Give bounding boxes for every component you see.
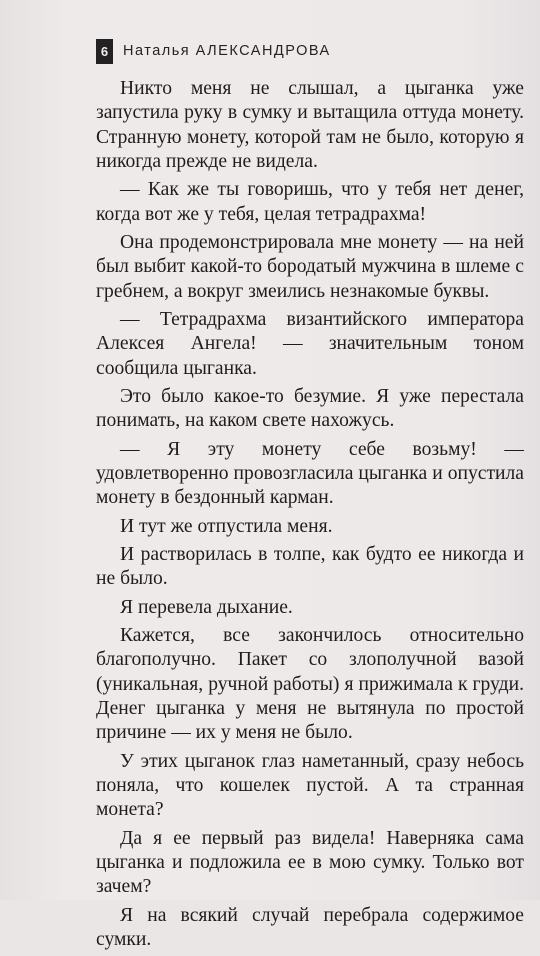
page-number: 6 — [96, 39, 113, 64]
paragraph: И растворилась в толпе, как будто ее никогда и не было. — [96, 543, 524, 590]
paragraph: Я на всякий случай перебрала содержимое сумки. — [96, 904, 524, 950]
paragraph: Она продемонстрировала мне монету — на ней был выбит какой-то бородатый мужчина в шлеме с гребнем, а вокруг змеились незнакомые буквы. — [96, 232, 524, 302]
paragraph: — Тетрадрахма византийского императора Алексея Ангела! — значительным тоном сообщила цыганка. — [96, 309, 524, 379]
running-head: Наталья АЛЕКСАНДРОВА — [123, 43, 331, 59]
paragraph: Никто меня не слышал, а цыганка уже запустила руку в сумку и вытащила оттуда монету. Странную монету, которой там не было, которую я никогда прежде не видела. — [96, 78, 524, 173]
paragraph: У этих цыганок глаз наметанный, сразу небось поняла, что кошелек пустой. А та странная монета? — [96, 750, 524, 821]
paragraph: Это было какое-то безумие. Я уже перестала понимать, на каком свете нахожусь. — [96, 386, 524, 432]
paragraph: Я перевела дыхание. — [120, 596, 293, 618]
body-text — [96, 77, 524, 956]
paragraph: — Как же ты говоришь, что у тебя нет денег, когда вот же у тебя, целая тетрадрахма! — [96, 179, 524, 225]
page-header — [96, 38, 331, 64]
paragraph: — Я эту монету себе возьму! — удовлетворенно провозгласила цыганка и опустила монету в бездонный карман. — [96, 438, 524, 509]
paragraph: И тут же отпустила меня. — [120, 515, 333, 537]
paragraph: Да я ее первый раз видела! Наверняка сама цыганка и подложила ее в мою сумку. Только вот зачем? — [96, 827, 524, 898]
paragraph: Кажется, все закончилось относительно благополучно. Пакет со злополучной вазой (уникальная, ручной работы) я прижимала к груди. Денег цыганка у меня не вытянула по простой причине — их у меня не было. — [96, 624, 524, 744]
